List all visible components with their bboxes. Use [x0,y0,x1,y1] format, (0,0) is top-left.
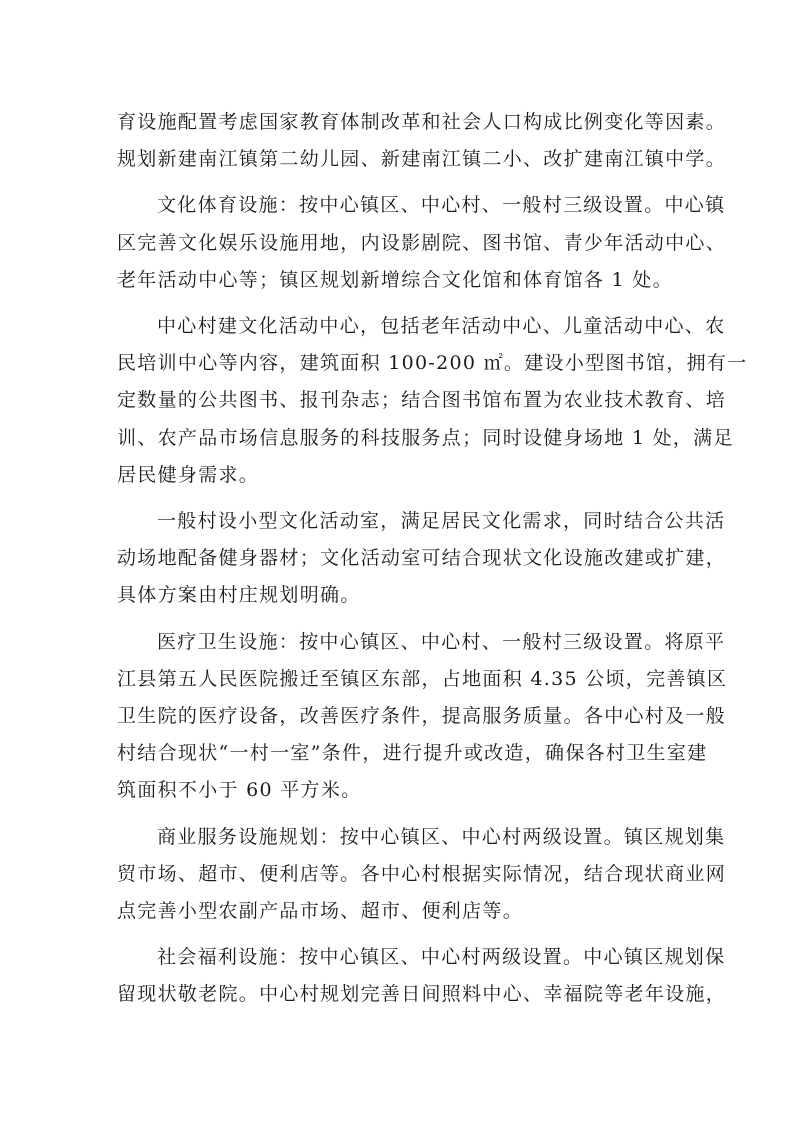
paragraph-line: 训、农产品市场信息服务的科技服务点；同时设健身场地 1 处，满足 [117,426,734,449]
paragraph-line: 动场地配备健身器材；文化活动室可结合现状文化设施改建或扩建， [117,547,727,570]
paragraph-line: 医疗卫生设施：按中心镇区、中心村、一般村三级设置。将原平 [157,630,726,653]
paragraph-line: 育设施配置考虑国家教育体制改革和社会人口构成比例变化等因素。 [117,111,727,133]
paragraph-line: 商业服务设施规划：按中心镇区、中心村两级设置。镇区规划集 [157,825,726,848]
paragraph-line: 规划新建南江镇第二幼儿园、新建南江镇二小、改扩建南江镇中学。 [117,148,727,171]
paragraph-social-welfare [117,939,727,1013]
paragraph-line: 贸市场、超市、便利店等。各中心村根据实际情况，结合现状商业网 [117,862,727,885]
paragraph-line: 民培训中心等内容，建筑面积 100-200 ㎡。建设小型图书馆，拥有一 [117,352,748,375]
paragraph-line: 点完善小型农副产品市场、超市、便利店等。 [117,900,524,923]
paragraph-line: 文化体育设施：按中心镇区、中心村、一般村三级设置。中心镇 [157,194,726,217]
paragraph-line: 具体方案由村庄规划明确。 [117,584,361,607]
paragraph-line: 区完善文化娱乐设施用地，内设影剧院、图书馆、青少年活动中心、 [117,231,727,254]
paragraph-line: 中心村建文化活动中心，包括老年活动中心、儿童活动中心、农 [157,315,726,338]
paragraph-line: 卫生院的医疗设备，改善医疗条件，提高服务质量。各中心村及一般 [117,705,727,728]
paragraph-line: 居民健身需求。 [117,463,260,486]
paragraph-commercial [117,819,727,931]
paragraph-general-village-culture [117,503,727,615]
paragraph-central-village-culture [117,308,748,494]
paragraph-line: 村结合现状“一村一室”条件，进行提升或改造，确保各村卫生室建 [117,742,708,765]
paragraph-line: 社会福利设施：按中心镇区、中心村两级设置。中心镇区规划保 [157,946,726,969]
paragraph-line: 江县第五人民医院搬迁至镇区东部，占地面积 4.35 公顷，完善镇区 [117,667,728,690]
paragraph-line: 定数量的公共图书、报刊杂志；结合图书馆布置为农业技术教育、培 [117,389,727,412]
paragraph-line: 一般村设小型文化活动室，满足居民文化需求，同时结合公共活 [157,510,726,533]
paragraph-medical [117,624,728,810]
paragraph-education-continued [117,104,727,178]
document-body [117,104,748,1014]
paragraph-line: 老年活动中心等；镇区规划新增综合文化馆和体育馆各 1 处。 [117,268,673,291]
paragraph-line: 筑面积不小于 60 平方米。 [117,779,362,802]
paragraph-culture-sports [117,187,727,299]
paragraph-line: 留现状敬老院。中心村规划完善日间照料中心、幸福院等老年设施， [117,983,727,1006]
